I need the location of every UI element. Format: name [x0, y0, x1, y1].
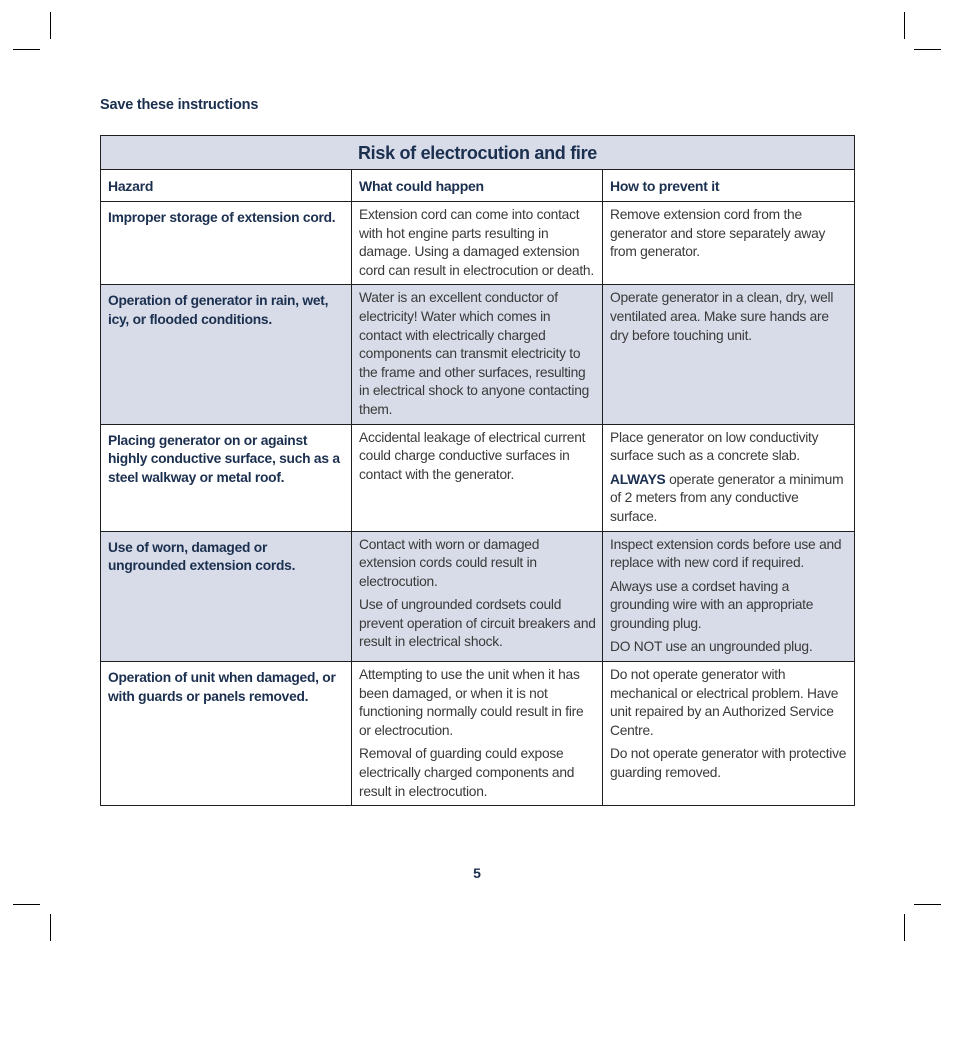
column-header-what: What could happen	[352, 170, 603, 202]
how-text-rest: operate generator a minimum of 2 meters from any conductive surface.	[610, 471, 844, 524]
how-text: Remove extension cord from the generator and store separately away from generator.	[610, 207, 826, 260]
column-header-how: How to prevent it	[603, 170, 855, 202]
crop-mark	[13, 904, 40, 905]
hazard-cell: Operation of generator in rain, wet, icy, or flooded conditions.	[101, 285, 352, 424]
table-row	[101, 531, 855, 662]
table-row	[101, 202, 855, 285]
table-row	[101, 662, 855, 806]
how-text: Always use a cordset having a grounding wire with an appropriate grounding plug.	[610, 578, 814, 631]
what-text: Accidental leakage of electrical current could charge conductive surfaces in contact with the generator.	[359, 429, 586, 482]
hazard-cell: Improper storage of extension cord.	[101, 202, 352, 285]
what-text: Use of ungrounded cordsets could prevent operation of circuit breakers and result in electrical shock.	[359, 597, 596, 650]
crop-mark	[904, 12, 905, 39]
what-text: Water is an excellent conductor of electricity! Water which comes in contact with electrically charged components can transmit electricity to the frame and other surfaces, resulting in electrical shock to anyone contacting them.	[359, 290, 590, 417]
crop-mark	[914, 904, 941, 905]
how-text: Do not operate generator with protective guarding removed.	[610, 746, 847, 781]
crop-mark	[904, 914, 905, 941]
page-number: 5	[473, 865, 481, 881]
what-text: Extension cord can come into contact with hot engine parts resulting in damage. Using a damaged extension cord can result in electrocution or death.	[359, 207, 594, 278]
table-title-row	[101, 136, 855, 170]
what-cell	[352, 202, 603, 285]
how-cell	[603, 202, 855, 285]
how-text: Place generator on low conductivity surface such as a concrete slab.	[610, 429, 819, 464]
what-cell	[352, 662, 603, 806]
risk-table	[100, 135, 855, 806]
what-cell	[352, 285, 603, 424]
what-cell	[352, 531, 603, 662]
what-text: Attempting to use the unit when it has been damaged, or when it is not functioning normally could result in fire or electrocution.	[359, 667, 584, 738]
what-cell	[352, 424, 603, 531]
hazard-cell: Placing generator on or against highly conductive surface, such as a steel walkway or metal roof.	[101, 424, 352, 531]
table-row	[101, 424, 855, 531]
how-text: Inspect extension cords before use and replace with new cord if required.	[610, 536, 842, 571]
crop-mark	[13, 49, 40, 50]
page-heading: Save these instructions	[100, 97, 259, 113]
column-header-hazard: Hazard	[101, 170, 352, 202]
how-text-emphasis	[610, 471, 848, 527]
table-row	[101, 285, 855, 424]
how-text: DO NOT use an ungrounded plug.	[610, 639, 813, 655]
table-header-row	[101, 170, 855, 202]
what-text: Removal of guarding could expose electrically charged components and result in electrocution.	[359, 746, 575, 799]
crop-mark	[914, 49, 941, 50]
how-text: Do not operate generator with mechanical or electrical problem. Have unit repaired by an Authorized Service Centre.	[610, 667, 839, 738]
crop-mark	[50, 914, 51, 941]
hazard-cell: Operation of unit when damaged, or with guards or panels removed.	[101, 662, 352, 806]
crop-mark	[50, 12, 51, 39]
how-cell	[603, 285, 855, 424]
how-cell	[603, 424, 855, 531]
hazard-cell: Use of worn, damaged or ungrounded extension cords.	[101, 531, 352, 662]
always-emphasis: ALWAYS	[610, 471, 666, 487]
table-title: Risk of electrocution and fire	[101, 136, 855, 170]
how-cell	[603, 531, 855, 662]
what-text: Contact with worn or damaged extension cords could result in electrocution.	[359, 536, 540, 589]
how-text: Operate generator in a clean, dry, well ventilated area. Make sure hands are dry before touching unit.	[610, 290, 834, 343]
how-cell	[603, 662, 855, 806]
